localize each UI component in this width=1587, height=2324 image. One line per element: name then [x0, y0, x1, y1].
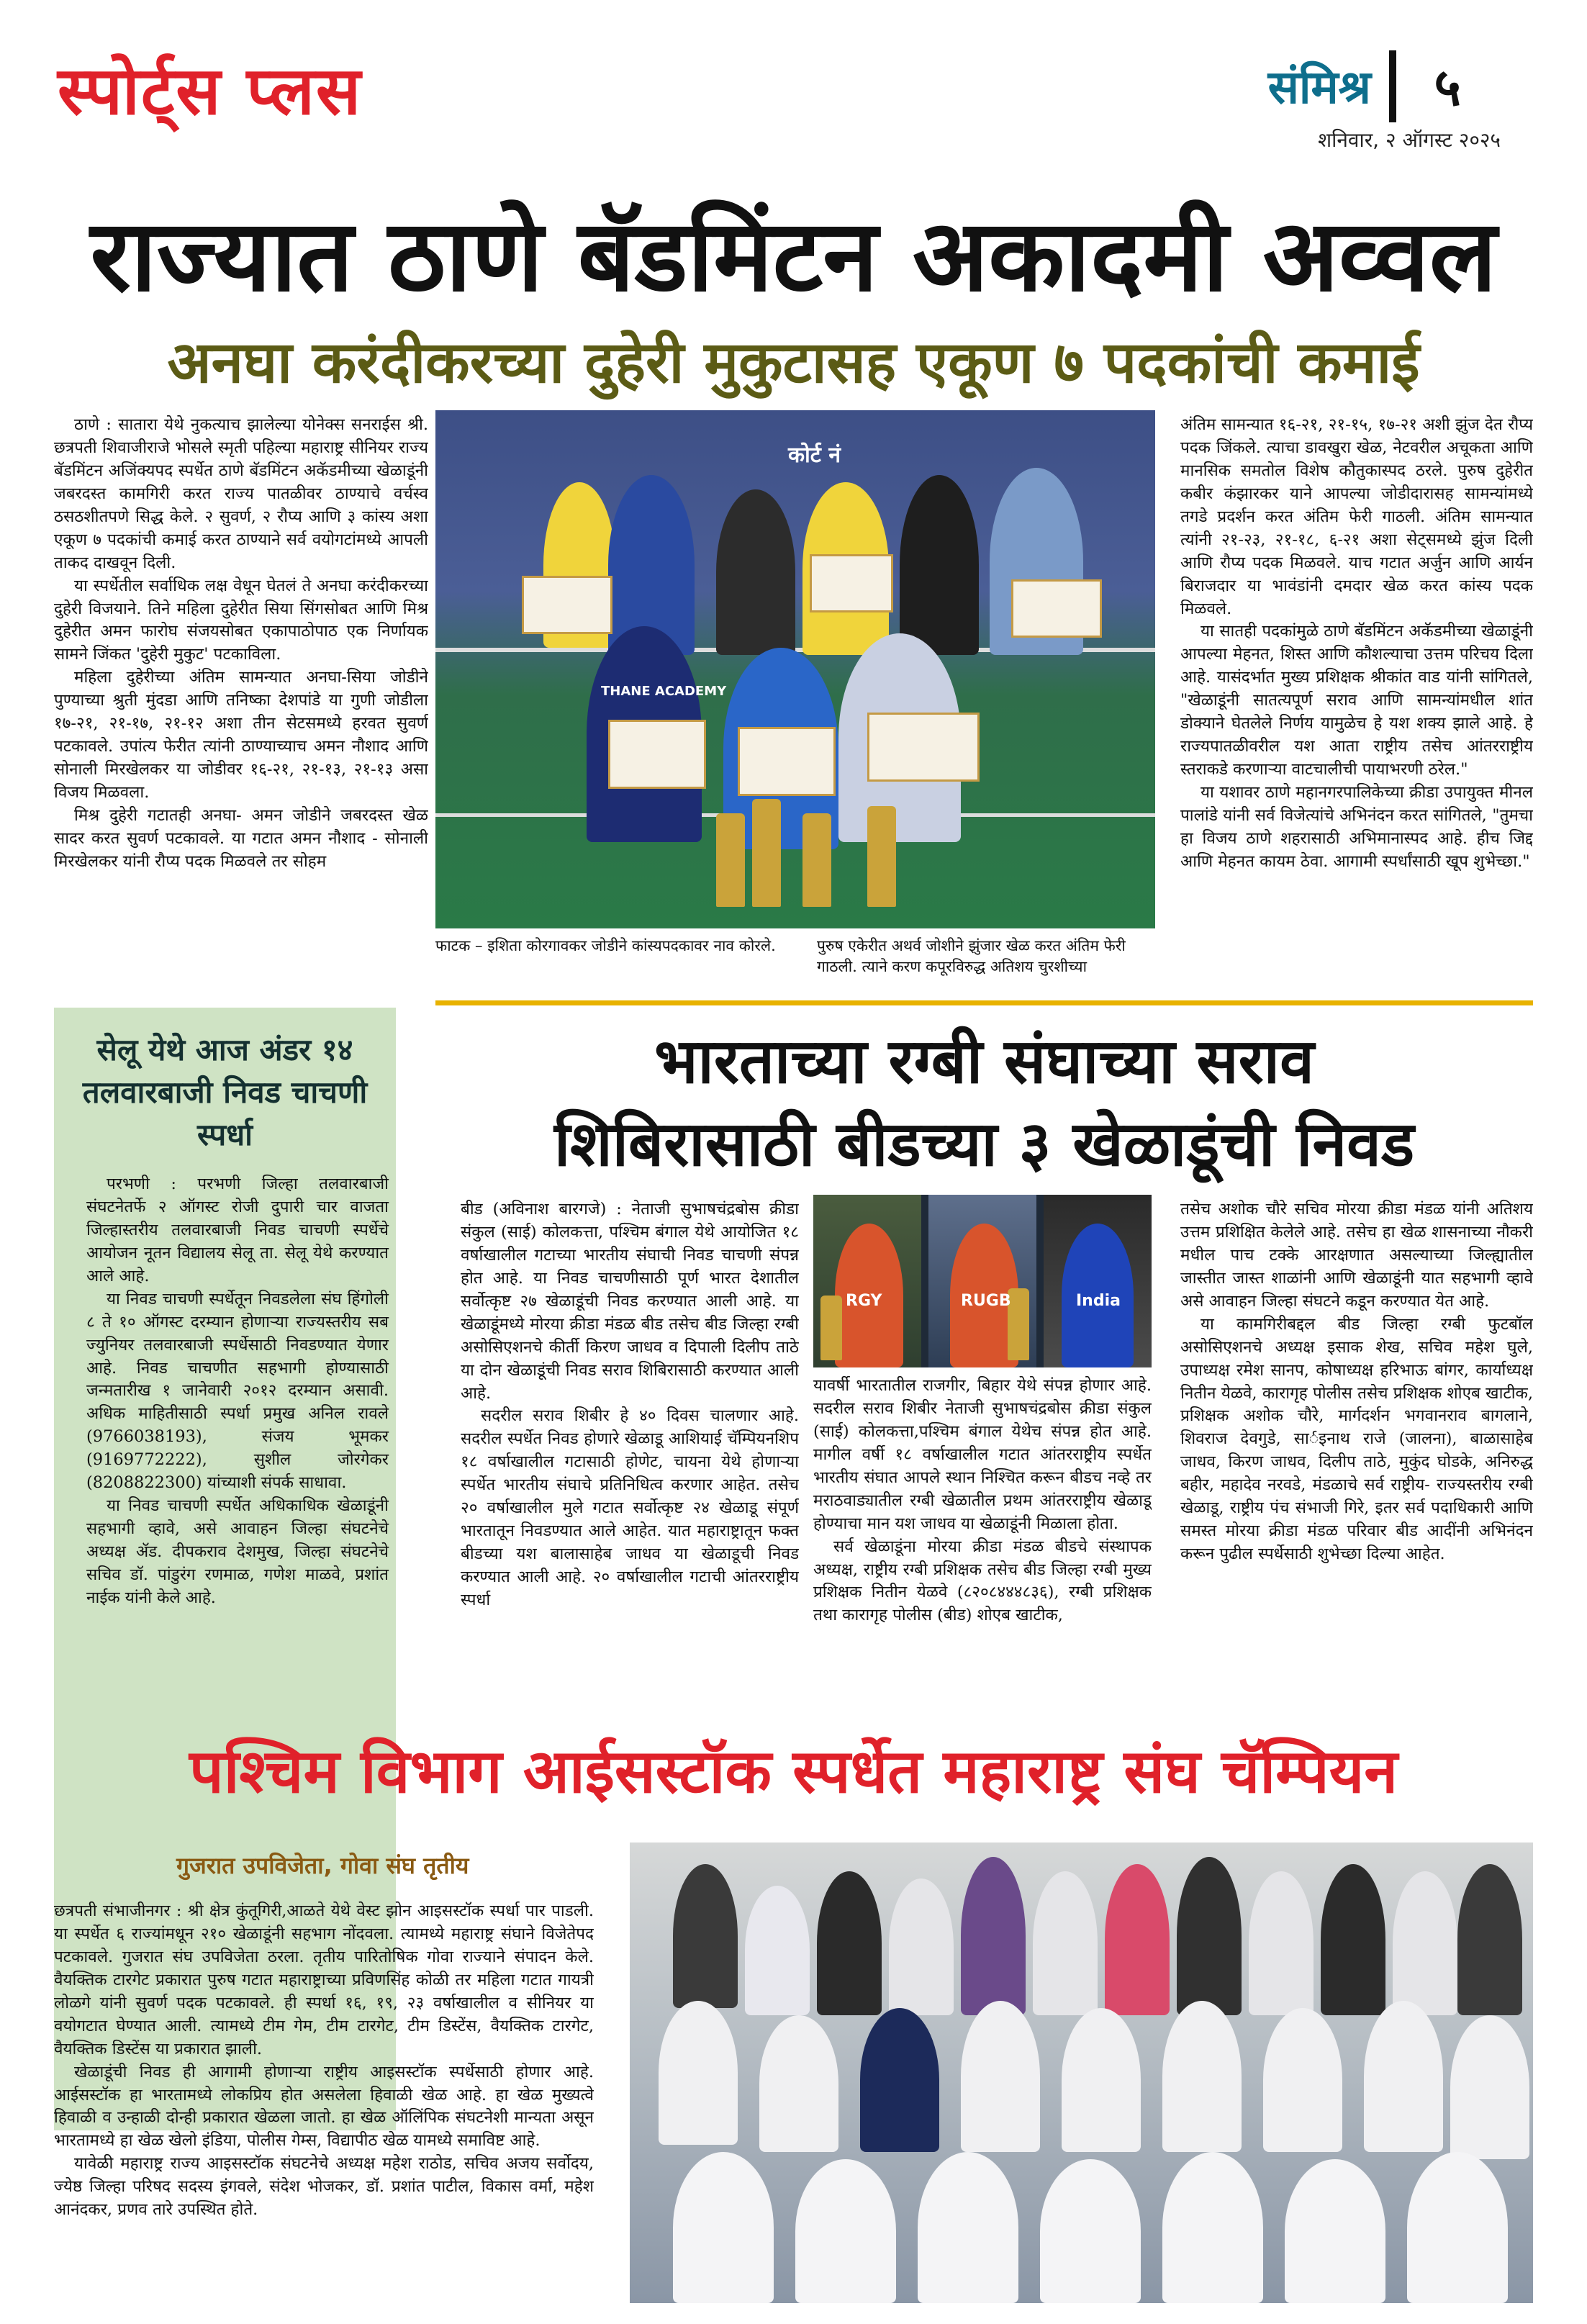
- person-figure: [1457, 1864, 1522, 2015]
- person-figure: [1285, 2159, 1385, 2303]
- photo-caption: पुरुष एकेरीत अथर्व जोशीने झुंजार खेळ करत अंतिम फेरी गाठली. त्याने करण कपूरविरुद्ध अतिशय चुरशीच्या: [817, 937, 1126, 976]
- rugby-paragraph: बीड (अविनाश बारगजे) : नेताजी सुभाषचंद्रबोस क्रीडा संकुल (साई) कोलकत्ता, पश्चिम बंगाल येथे आयोजित १८ वर्षाखालील गटाच्या भारतीय संघाची निवड चाचणी संपन्न होत आहे. या निवड चाचणीसाठी पूर्ण भारत देशातील सर्वोत्कृष्ट २७ खेळाडूंची निवड करण्यात आली आहे. या खेळाडूंमध्ये मोरया क्रीडा मंडळ बीड तसेच बीड जिल्हा रग्बी असोसिएशनचे कीर्ती किरण जाधव व दिपाली दिलीप ताठे या दोन खेळाडूंची निवड सराव शिबिरासाठी करण्यात आली आहे.: [461, 1200, 799, 1403]
- fencing-body: [86, 1173, 389, 1610]
- person-figure: [1040, 2159, 1141, 2303]
- fencing-paragraph: या निवड चाचणी स्पर्धेत अधिकाधिक खेळाडूंनी सहभागी व्हावे, असे आवाहन जिल्हा संघटनेचे अध्यक्ष ॲड. दीपकराव देशमुख, जिल्हा संघटनेचे सचिव डॉ. पांडुरंग रणमाळ, गणेश माळवे, प्रशांत नाईक यांनी केले आहे.: [86, 1496, 389, 1607]
- certificate: [608, 720, 706, 789]
- person-figure: [918, 2152, 1018, 2303]
- person-figure: [1249, 1871, 1314, 2015]
- badminton-team-photo: [435, 410, 1155, 928]
- lead-paragraph: या सातही पदकांमुळे ठाणे बॅडमिंटन अकॅडमीच्या खेळाडूंनी आपल्या मेहनत, शिस्त आणि कौशल्याचा उत्तम परिचय दिला आहे. यासंदर्भात मुख्य प्रशिक्षक श्रीकांत वाड यांनी सांगितले, "खेळाडूंनी सातत्यपूर्ण सराव आणि सामन्यांमधील शांत डोक्याने घेतलेले निर्णय यामुळेच हे यश शक्य झाले आहे. हे राज्यपातळीवरील यश आता राष्ट्रीय तसेच आंतरराष्ट्रीय स्तराकडे करणाऱ्या वाटचालीची पायाभरणी ठरेल.": [1180, 622, 1533, 779]
- person-figure: [961, 1857, 1026, 2015]
- rugby-paragraph: सर्व खेळाडूंना मोरया क्रीडा मंडळ बीडचे संस्थापक अध्यक्ष, राष्ट्रीय रग्बी प्रशिक्षक तसेच बीड जिल्हा रग्बी मुख्य प्रशिक्षक नितीन येळवे (८२०८४४४८३६), रग्बी प्रशिक्षक तथा कारागृह पोलीस (बीड) शोएब खाटीक,: [813, 1537, 1152, 1625]
- person-figure: [1105, 1864, 1170, 2015]
- person-figure: [1450, 2015, 1529, 2159]
- photo-caption: फाटक – इशिता कोरगावकर जोडीने कांस्यपदकावर नाव कोरले.: [435, 937, 776, 954]
- person-figure: [1162, 2001, 1242, 2152]
- trophy: [752, 799, 781, 907]
- lead-column-right: [1180, 414, 1533, 990]
- icestock-headline: पश्चिम विभाग आईसस्टॉक स्पर्धेत महाराष्ट्र संघ चॅम्पियन: [189, 1736, 1398, 1807]
- person-figure: [745, 1886, 810, 2015]
- lead-paragraph: अंतिम सामन्यात १६-२१, २१-१५, १७-२१ अशी झुंज देत रौप्य पदक जिंकले. त्याचा डावखुरा खेळ, नेटवरील अचूकता आणि मानसिक समतोल विशेष कौतुकास्पद ठरले. पुरुष दुहेरीत कबीर कंझारकर याने आपल्या जोडीदारासह सामन्यांमध्ये तगडे प्रदर्शन करत अंतिम फेरी गाठली. अंतिम सामन्यात त्यांनी २१-२३, २१-१८, ६-२१ अशा सेट्समध्ये झुंज दिली आणि रौप्य पदक मिळवले. याच गटात अर्जुन आणि आर्यन बिराजदार या भावंडांनी दमदार खेळ करत कांस्य पदक मिळवले.: [1180, 415, 1533, 618]
- jersey-text: India: [1076, 1292, 1121, 1310]
- jersey-text: THANE ACADEMY: [601, 684, 727, 699]
- rugby-paragraph: या कामगिरीबद्दल बीड जिल्हा रग्बी फुटबॉल असोसिएशनचे अध्यक्ष इसाक शेख, सचिव महेश घुले, उपाध्यक्ष रमेश सानप, कोषाध्यक्ष हरिभाऊ बांगर, कार्याध्यक्ष नितीन येळवे, कारागृह पोलीस तसेच प्रशिक्षक शोएब खाटीक, प्रशिक्षक अशोक चौरे, मार्गदर्शन भगवानराव बागलाने, शिवराज देवगुडे, सार्इनाथ राजे (जालना), बाळासाहेब जाधव, किरण जाधव, दिलीप ताठे, मुकुंद घोडके, अनिरुद्ध बहीर, महादेव नरवडे, मंडळाचे सर्व राष्ट्रीय- राज्यस्तरीय रग्बी खेळाडू, राष्ट्रीय पंच संभाजी गिरे, इतर सर्व पदाधिकारी आणि समस्त मोरया क्रीडा मंडळ परिवार बीड आदींनी अभिनंदन करून पुढील स्पर्धेसाठी शुभेच्छा दिल्या आहेत.: [1180, 1314, 1533, 1564]
- lead-paragraph: या यशावर ठाणे महानगरपालिकेच्या क्रीडा उपायुक्त मीनल पालांडे यांनी सर्व विजेत्यांचे अभिनंदन करत सांगितले, "तुमचा हा विजय ठाणे शहरासाठी अभिमानास्पद आहे. हीच जिद्द आणि मेहनत कायम ठेवा. आगामी स्पर्धांसाठी खूप शुभेच्छा.": [1180, 783, 1533, 871]
- trophy: [820, 1296, 842, 1360]
- person-figure: [1364, 2001, 1443, 2152]
- player-figure: [716, 489, 795, 655]
- person-figure: [1162, 2152, 1263, 2303]
- lead-paragraph: मिश्र दुहेरी गटातही अनघा- अमन जोडीने जबरदस्त खेळ सादर करत सुवर्ण पटकावले. या गटात अमन नौशाद - सोनाली मिरखेलकर यांनी रौप्य पदक मिळवले तर सोहम: [54, 805, 428, 871]
- person-figure: [860, 2008, 939, 2152]
- lead-subhead: अनघा करंदीकरच्या दुहेरी मुकुटासह एकूण ७ पदकांची कमाई: [167, 329, 1420, 396]
- certificate: [738, 727, 836, 796]
- lead-headline: राज्यात ठाणे बॅडमिंटन अकादमी अव्वल: [90, 198, 1497, 314]
- jersey-text: RUGB: [961, 1292, 1011, 1310]
- person-figure: [1062, 2008, 1141, 2152]
- lead-paragraph: महिला दुहेरीच्या अंतिम सामन्यात अनघा-सिया जोडीने पुण्याच्या श्रुती मुंदडा आणि तनिष्का देशपांडे या गुणी जोडीला १७-२१, २१-१७, २१-१२ अशा तीन सेटसमध्ये हरवत सुवर्ण पटकावले. उपांत्य फेरीत त्यांनी ठाण्याच्याच अमन नौशाद आणि सोनाली मिरखेलकर या जोडीवर १६-२१, २१-१३, २१-१३ असा विजय मिळवला.: [54, 668, 428, 802]
- certificate: [867, 713, 980, 782]
- person-figure: [1177, 1857, 1242, 2015]
- masthead: स्पोर्ट्स प्लस: [58, 53, 363, 130]
- person-figure: [759, 2015, 838, 2152]
- player-figure: [900, 475, 979, 655]
- fencing-paragraph: परभणी : परभणी जिल्हा तलवारबाजी संघटनेतर्फे २ ऑगस्ट रोजी दुपारी चार वाजता जिल्हास्तरीय तलवारबाजी निवड चाचणी स्पर्धेचे आयोजन नूतन विद्यालय सेलू ता. सेलू येथे करण्यात आले आहे.: [86, 1175, 389, 1285]
- trophy: [802, 813, 831, 907]
- certificate: [1011, 579, 1102, 638]
- rugby-headline-line1: भारताच्या रग्बी संघाच्या सराव: [654, 1026, 1314, 1098]
- rugby-paragraph: सदरील सराव शिबीर हे ४० दिवस चालणार आहे. सदरील स्पर्धेत निवड होणारे खेळाडू आशियाई चॅम्पियनशिप १८ वर्षाखालील गटासाठी होणेट, चायना येथे होणाऱ्या स्पर्धेत भारतीय संघाचे प्रतिनिधित्व करणार आहेत. तसेच २० वर्षाखालील मुले गटात सर्वोत्कृष्ट २४ खेळाडू संपूर्ण भारतातून निवडण्यात आले आहेत. यात महाराष्ट्रातून फक्त बीडच्या यश बालासाहेब जाधव या खेळाडूची निवड करण्यात आली आहे. २० वर्षाखालील गटाची आंतरराष्ट्रीय स्पर्धा: [461, 1406, 799, 1609]
- person-figure: [1033, 1871, 1098, 2015]
- person-figure: [1393, 1871, 1457, 2015]
- icestock-paragraph: यावेळी महाराष्ट्र राज्य आइसस्टॉक संघटनेचे अध्यक्ष महेश राठोड, सचिव अजय सर्वोदय, ज्येष्ठ जिल्हा परिषद सदस्य इंगवले, संदेश भोजकर, डॉ. प्रशांत पाटील, विकास वर्मा, महेश आनंदकर, प्रणव तारे उपस्थित होते.: [54, 2154, 594, 2220]
- trophy: [867, 806, 896, 907]
- section-rule: [435, 1000, 1533, 1005]
- person-figure: [961, 2001, 1040, 2152]
- icestock-paragraph: छत्रपती संभाजीनगर : श्री क्षेत्र कुंतूगिरी,आळते येथे वेस्ट झोन आइसस्टॉक स्पर्धा पार पाडली. या स्पर्धेत ६ राज्यांमधून २१० खेळाडूंनी सहभाग नोंदवला. त्यामध्ये महाराष्ट्र संघाने विजेतेपद पटकावले. गुजरात संघ उपविजेता ठरला. तृतीय पारितोषिक गोवा राज्याने संपादन केले. वैयक्तिक टारगेट प्रकारात पुरुष गटात महाराष्ट्राच्या प्रविणसिंह कोळी तर महिला गटात गायत्री लोळगे यांनी सुवर्ण पदक पटकावले. ही स्पर्धा १६, १९, २३ वर्षाखालील व सीनियर या वयोगटात घेण्यात आली. त्यामध्ये टीम गेम, टीम टारगेट, टीम डिस्टेंस, वैयक्तिक टारगेट, वैयक्तिक डिस्टेंस या प्रकारात झाली.: [54, 1902, 594, 2058]
- page-number: ५: [1434, 57, 1461, 117]
- certificate: [522, 576, 612, 634]
- person-figure: [673, 2152, 774, 2303]
- icestock-subhead: गुजरात उपविजेता, गोवा संघ तृतीय: [176, 1852, 469, 1879]
- icestock-team-photo: [630, 1843, 1533, 2303]
- section-name: संमिश्र: [1267, 61, 1371, 114]
- person-figure: [1263, 2008, 1342, 2152]
- person-figure: [1321, 1864, 1385, 2015]
- dateline: शनिवार, २ ऑगस्ट २०२५: [1318, 128, 1501, 152]
- rugby-paragraph: यावर्षी भारतातील राजगीर, बिहार येथे संपन्न होणार आहे. सदरील सराव शिबीर नेताजी सुभाषचंद्रबोस क्रीडा संकुल (साई) कोलकत्ता,पश्चिम बंगाल येथेच संपन्न होत आहे. मागील वर्षी १८ वर्षाखालील गटात आंतरराष्ट्रीय स्पर्धेत भारतीय संघात आपले स्थान निश्चित करून बीडच नव्हे तर मराठवाड्यातील रग्बी खेळातील प्रथम आंतरराष्ट्रीय खेळाडू होण्याचा मान यश जाधव या खेळाडूंनी मिळाला होता.: [813, 1376, 1152, 1533]
- jersey-text: RGY: [846, 1292, 882, 1310]
- person-figure: [659, 2001, 738, 2145]
- fencing-paragraph: या निवड चाचणी स्पर्धेतून निवडलेला संघ हिंगोली ८ ते १० ऑगस्ट दरम्यान होणाऱ्या राज्यस्तरीय सब ज्युनियर तलवारबाजी स्पर्धेसाठी निवडण्यात येणार आहे. निवड चाचणीत सहभागी होण्यासाठी जन्मतारीख १ जानेवारी २०१२ दरम्यान असावी. अधिक माहितीसाठी स्पर्धा प्रमुख अनिल रावले (9766038193), संजय भूमकर (9169772222), सुशील जोरगेकर (8208822300) यांच्याशी संपर्क साधावा.: [86, 1289, 389, 1493]
- rugby-headline-line2: शिबिरासाठी बीडच्या ३ खेळाडूंची निवड: [553, 1108, 1415, 1180]
- rugby-players-photo: [813, 1195, 1152, 1367]
- lead-paragraph: ठाणे : सातारा येथे नुकत्याच झालेल्या योनेक्स सनराईस श्री. छत्रपती शिवाजीराजे भोसले स्मृती पहिल्या महाराष्ट्र सीनियर राज्य बॅडमिंटन अजिंक्यपद स्पर्धेत ठाणे बॅडमिंटन अकॅडमीच्या खेळाडूंनी जबरदस्त कामगिरी करत राज्य पातळीवर ठाण्याचे वर्चस्व ठसठशीतपणे सिद्ध केले. २ सुवर्ण, २ रौप्य आणि ३ कांस्य अशा एकूण ७ पदकांची कमाई करत ठाण्याने सर्व वयोगटांमध्ये आपली ताकद दाखवून दिली.: [54, 415, 428, 572]
- section-divider: [1389, 50, 1396, 122]
- person-figure: [673, 1864, 738, 2008]
- person-figure: [1407, 2152, 1508, 2303]
- person-figure: [817, 1871, 882, 2015]
- trophy: [716, 813, 745, 907]
- icestock-body: [54, 1900, 594, 2303]
- court-banner: कोर्ट नं: [788, 443, 841, 468]
- icestock-paragraph: खेळाडूंची निवड ही आगामी होणाऱ्या राष्ट्रीय आइसस्टॉक स्पर्धेसाठी होणार आहे. आईसस्टॉक हा भारतामध्ये लोकप्रिय होत असलेला हिवाळी खेळ आहे. हा खेळ मुख्यत्वे हिवाळी व उन्हाळी दोन्ही प्रकारात खेळला जातो. हा खेळ ऑलिंपिक संघटनेशी मान्यता असून भारतामध्ये हा खेळ खेलो इंडिया, पोलीस गेम्स, विद्यापीठ खेळ यामध्ये समाविष्ट आहे.: [54, 2062, 594, 2151]
- person-figure: [795, 2159, 896, 2303]
- person-figure: [889, 1878, 954, 2015]
- lead-paragraph: या स्पर्धेतील सर्वाधिक लक्ष वेधून घेतलं ते अनघा करंदीकरच्या दुहेरी विजयाने. तिने महिला दुहेरीत सिया सिंगसोबत आणि मिश्र दुहेरीत अमन फारोघ संजयसोबत एकापाठोपाठ एक निर्णायक सामने जिंकत 'दुहेरी मुकुट' पटकाविला.: [54, 576, 428, 664]
- rugby-paragraph: तसेच अशोक चौरे सचिव मोरया क्रीडा मंडळ यांनी अतिशय उत्तम प्रशिक्षित केलेले आहे. तसेच हा खेळ शासनाच्या नौकरी मधील पाच टक्के आरक्षणात असल्याच्या जिल्ह्यातील जास्तीत जास्त शाळांनी आणि खेळाडूंनी यात सहभागी व्हावे असे आवाहन जिल्हा संघटने कडून करण्यात येत आहे.: [1180, 1200, 1533, 1311]
- fencing-headline: सेलू येथे आज अंडर १४ तलवारबाजी निवड चाचणी स्पर्धा: [82, 1032, 368, 1152]
- certificate: [810, 554, 893, 612]
- lead-column-left: [54, 414, 428, 990]
